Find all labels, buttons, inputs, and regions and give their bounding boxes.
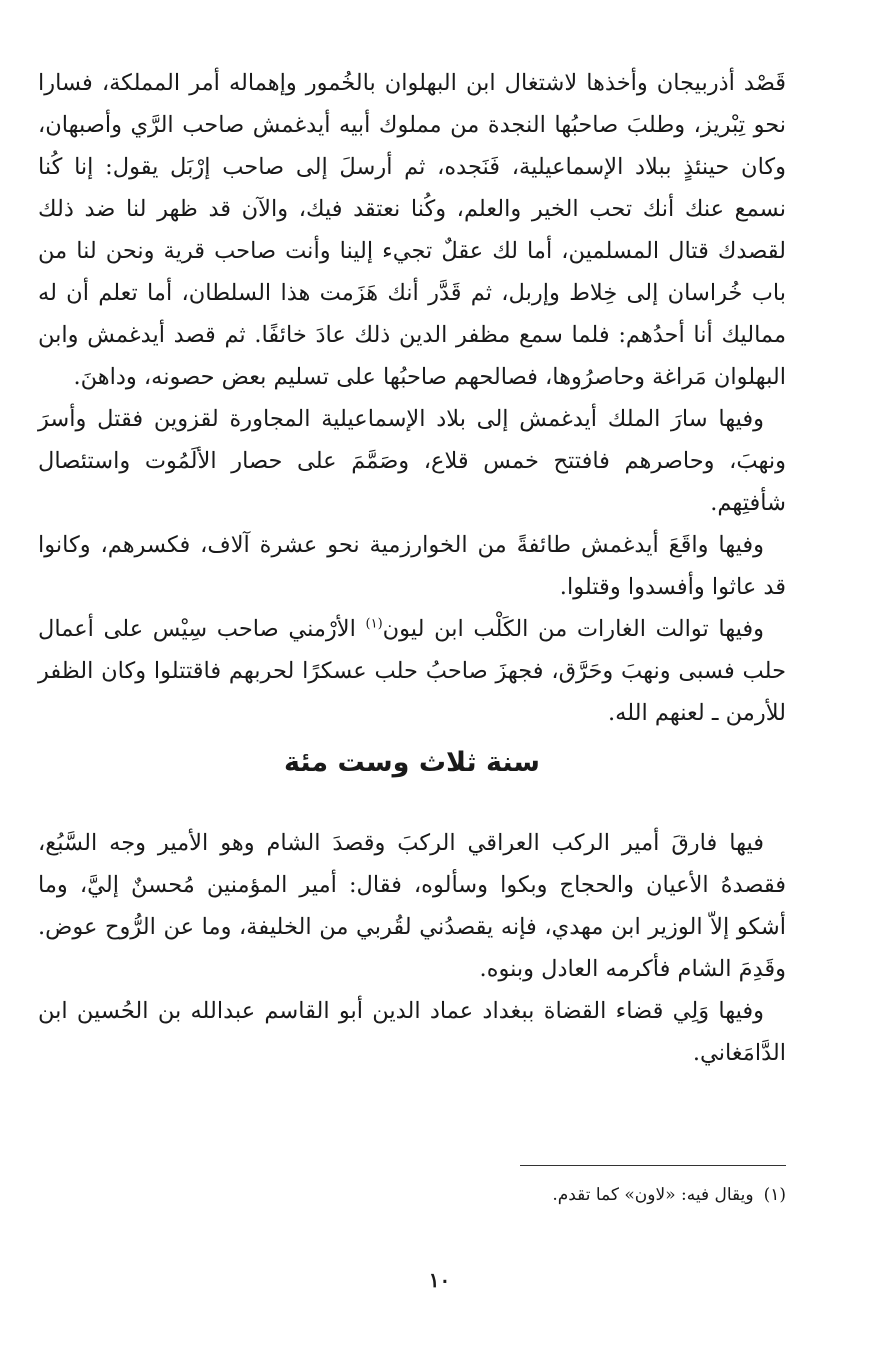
footnote-number: (١) [763,1185,786,1205]
footnote [380,1182,786,1208]
paragraph-5: فيها فارقَ أمير الركب العراقي الركبَ وقصدَ الشام وهو الأمير وجه السَّبُع، فقصدهُ الأعيان والحجاج وبكوا وسألوه، فقال: أمير المؤمنين مُحسنٌ إليَّ، وما أشكو إلاّ الوزير ابن مهدي، فإنه يقصدُني لقُربي من الخليفة، وما عن الرُّوح عوض. وقَدِمَ الشام فأكرمه العادل وبنوه. [38,830,786,982]
paragraph-1: قَصْد أذربيجان وأخذها لاشتغال ابن البهلوان بالخُمور وإهماله أمر المملكة، فسارا نحو تِبْريز، وطلبَ صاحبُها النجدة من مملوك أبيه أيدغمش صاحب الرَّي وأصبهان، وكان حينئذٍ ببلاد الإسماعيلية، فَنَجده، ثم أرسلَ إلى صاحب إرْبَل يقول: إنا كُنا نسمع عنك أنك تحب الخير والعلم، وكُنا نعتقد فيك، والآن قد ظهر لنا ضد ذلك لقصدك قتال المسلمين، أما لك عقلٌ تجيء إلينا وأنت صاحب قرية ونحن لنا من باب خُراسان إلى خِلاط وإربل، ثم قَدَّر أنك هَزَمت هذا السلطان، أما تعلم أن له مماليك أنا أحدُهم: فلما سمع مظفر الدين ذلك عادَ خائفًا. ثم قصد أيدغمش وابن البهلوان مَراغة وحاصرُوها، فصالحهم صاحبُها على تسليم بعض حصونه، وداهنَ. [38,70,786,390]
paragraph-3: وفيها واقَعَ أيدغمش طائفةً من الخوارزمية نحو عشرة آلاف، فكسرهم، وكانوا قد عاثوا وأفسدوا وقتلوا. [38,532,786,600]
footnote-divider [520,1165,786,1166]
footnote-reference[interactable]: (١) [365,616,383,632]
page-body [38,62,786,1074]
footnote-text: ويقال فيه: «لاون» كما تقدم. [552,1185,754,1205]
section-heading: سنة ثلاث وست مئة [284,747,540,778]
page-number: ١٠ [428,1268,451,1292]
paragraph-4 [38,608,786,734]
paragraph-6: وفيها وَلِي قضاء القضاة ببغداد عماد الدين أبو القاسم عبدالله بن الحُسين ابن الدَّامَغاني. [38,998,786,1066]
paragraph-4-before-ref: وفيها توالت الغارات من الكَلْب ابن ليون [382,616,764,642]
paragraph-4-after-ref: الأرْمني صاحب سِيْس على أعمال حلب فسبى ونهبَ وحَرَّق، فجهزَ صاحبُ حلب عسكرًا لحربهم فاقتتلوا وكان الظفر للأرمن ـ لعنهم الله. [38,616,786,726]
paragraph-2: وفيها سارَ الملك أيدغمش إلى بلاد الإسماعيلية المجاورة لقزوين فقتل وأسرَ ونهبَ، وحاصرهم فافتتح خمس قلاع، وصَمَّمَ على حصار الألَمُوت واستئصال شأفتِهم. [38,406,786,516]
